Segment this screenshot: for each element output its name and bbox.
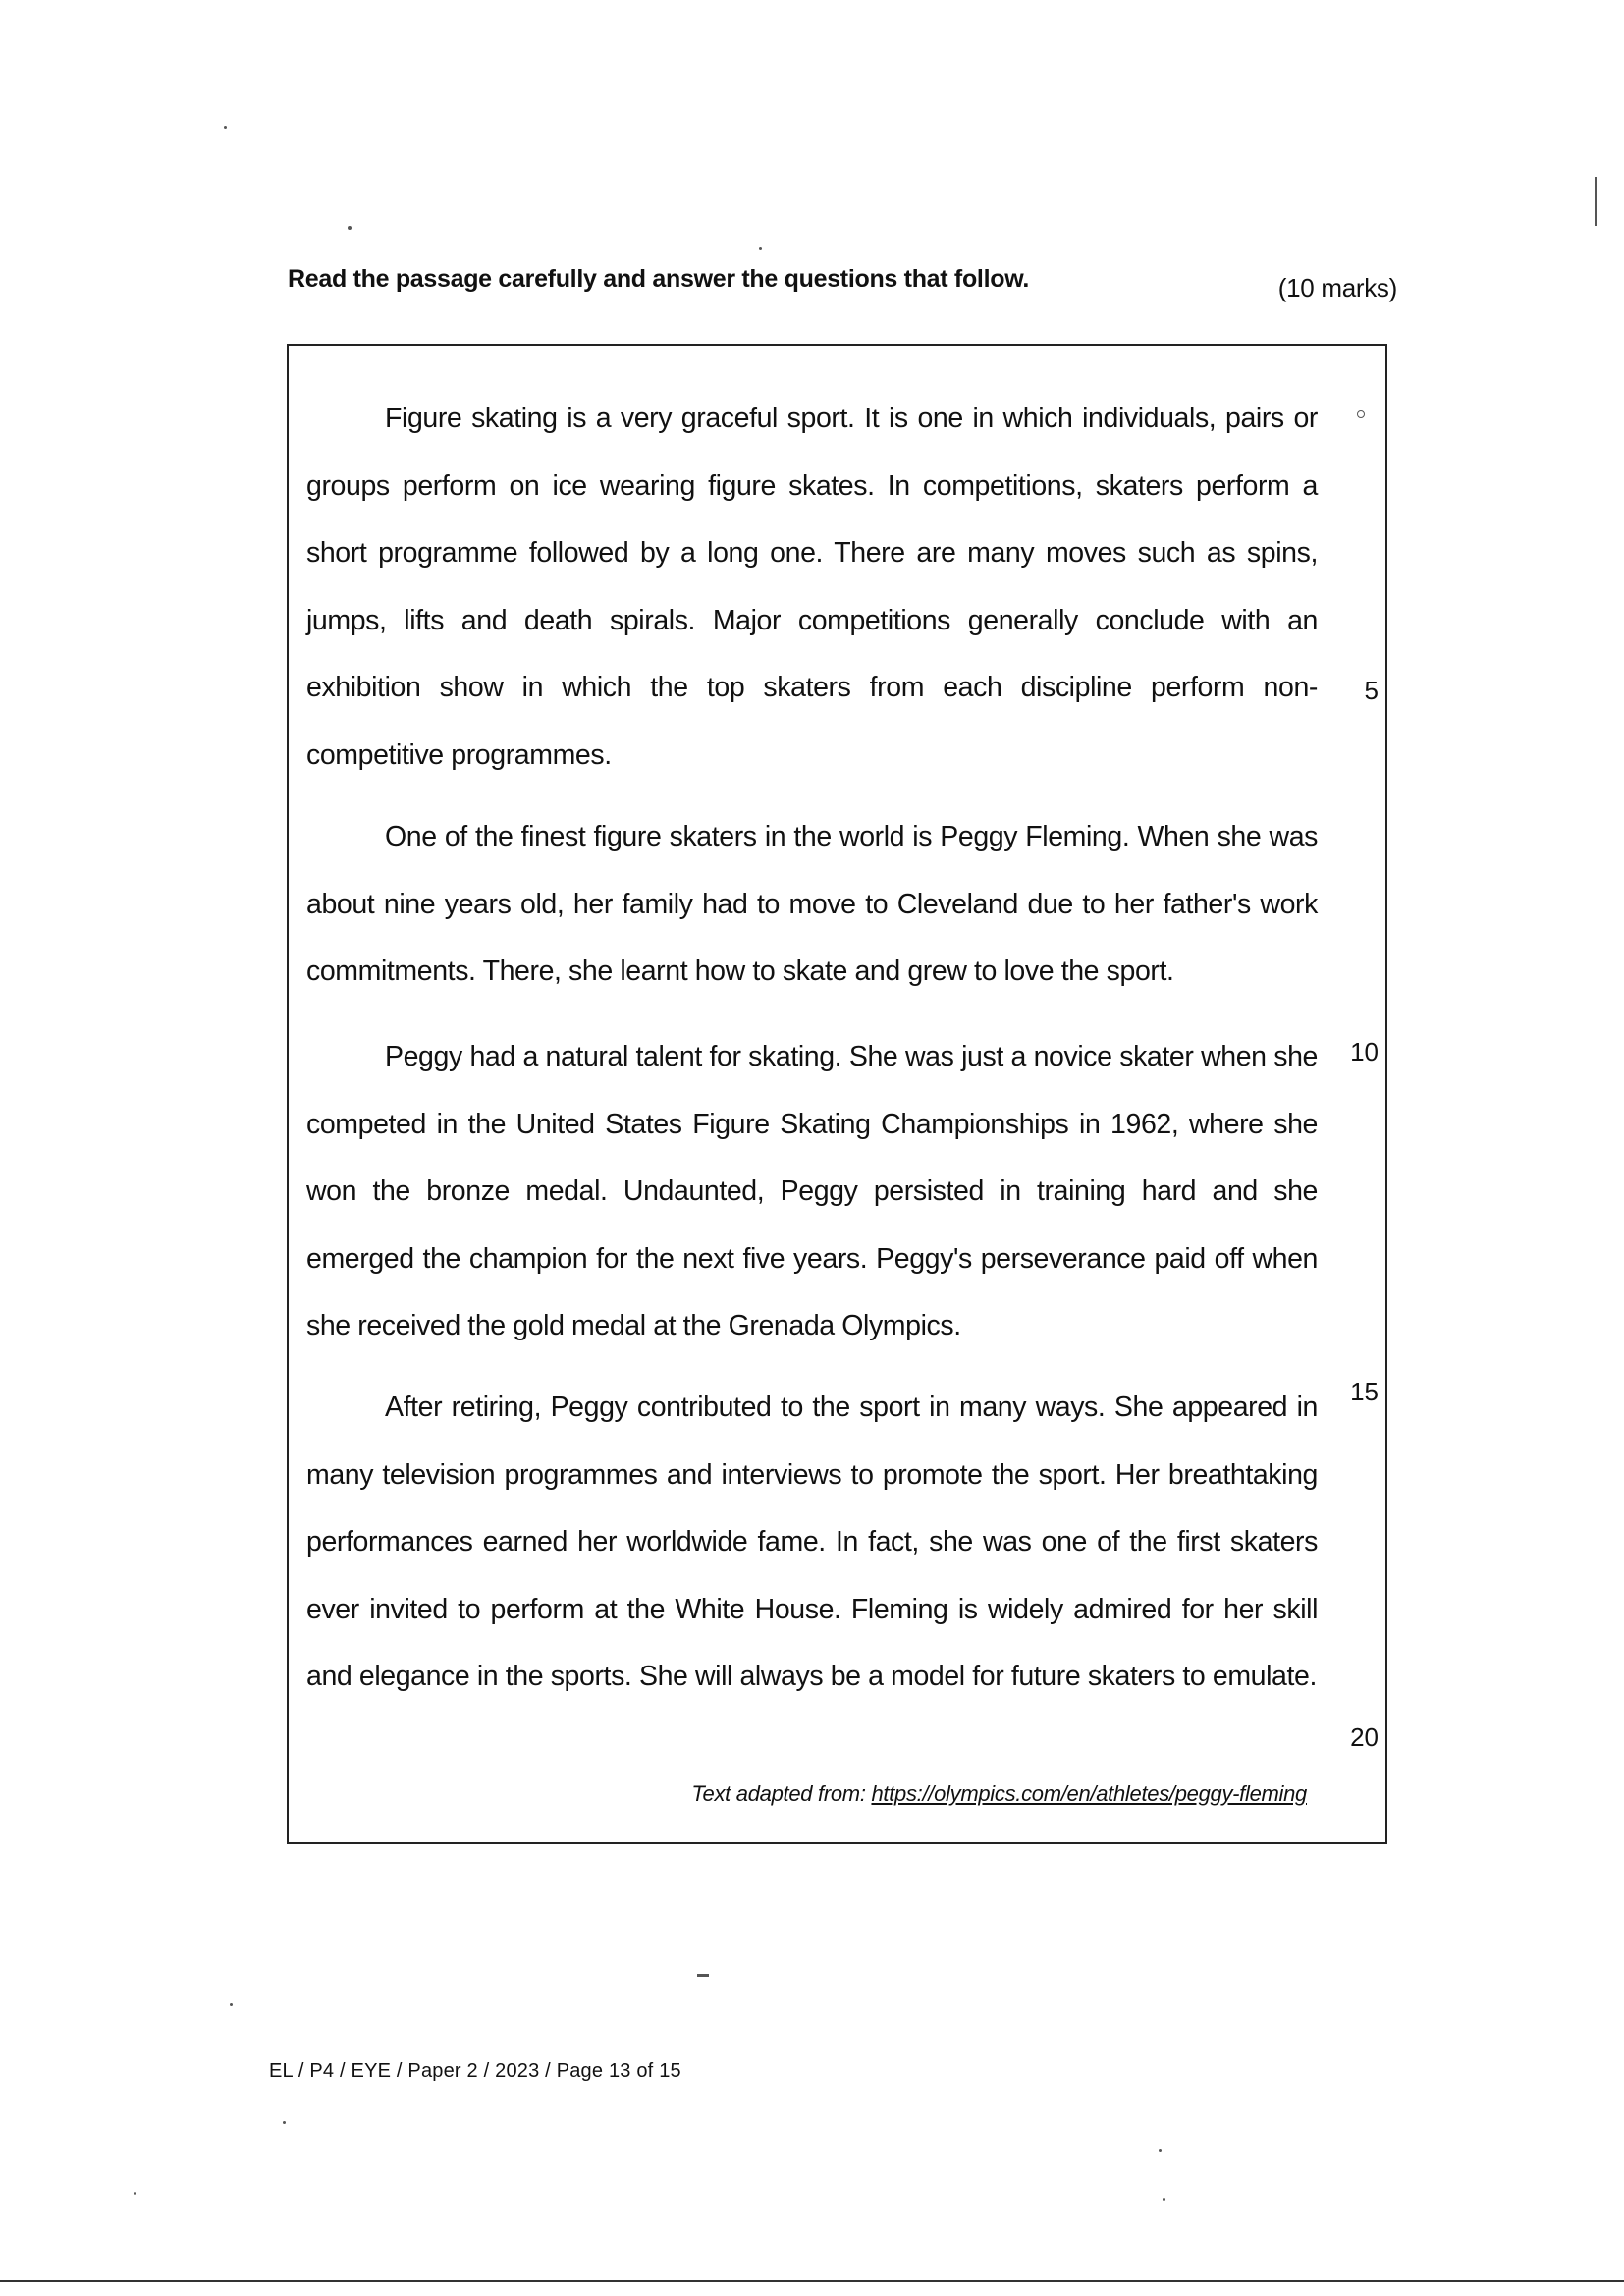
scan-mark bbox=[1595, 177, 1597, 226]
source-url[interactable]: https://olympics.com/en/athletes/peggy-fleming bbox=[871, 1781, 1307, 1806]
line-number-5: 5 bbox=[1364, 676, 1379, 705]
passage-box bbox=[287, 344, 1387, 1844]
scan-speck bbox=[759, 247, 762, 250]
paragraph-1-text: Figure skating is a very graceful sport. It is one in which individuals, pairs or groups perform on ice wearing figure skates. In competitions, skaters perform a short programme followed by a long one. There are many moves such as spins, jumps, lifts and death spirals. Major competitions generally conclude with an exhibition show in which the top skaters from each discipline perform non-competitive programmes. bbox=[306, 403, 1318, 771]
scan-speck bbox=[283, 2121, 286, 2124]
instruction-text: Read the passage carefully and answer the questions that follow. bbox=[288, 265, 1030, 293]
passage-paragraph-2 bbox=[306, 803, 1318, 1006]
marks-allocation: (10 marks) bbox=[1277, 273, 1397, 302]
scan-speck bbox=[1357, 410, 1365, 418]
scan-speck bbox=[348, 226, 352, 230]
passage-paragraph-4 bbox=[306, 1374, 1318, 1711]
passage-paragraph-1 bbox=[306, 385, 1318, 789]
scan-mark bbox=[697, 1974, 709, 1977]
paragraph-3-text: Peggy had a natural talent for skating. She was just a novice skater when she competed in the United States Figure Skating Championships in 1962, where she won the bronze medal. Undaunted, Peggy persisted in training hard and she emerged the champion for the next five years. Peggy's perseverance paid off when she received the gold medal at the Grenada Olympics. bbox=[306, 1041, 1318, 1341]
scan-speck bbox=[1159, 2149, 1162, 2152]
instruction-line bbox=[288, 265, 1397, 302]
line-number-20: 20 bbox=[1350, 1722, 1379, 1752]
source-prefix: Text adapted from: bbox=[691, 1781, 872, 1806]
line-number-10: 10 bbox=[1350, 1037, 1379, 1066]
line-number-15: 15 bbox=[1350, 1377, 1379, 1406]
page-footer: EL / P4 / EYE / Paper 2 / 2023 / Page 13 of 15 bbox=[269, 2060, 681, 2082]
passage-paragraph-3 bbox=[306, 1023, 1318, 1360]
source-citation bbox=[691, 1781, 1307, 1807]
scan-bottom-edge bbox=[0, 2280, 1624, 2282]
scan-speck bbox=[224, 126, 227, 129]
scan-speck bbox=[134, 2192, 136, 2195]
paragraph-2-text: One of the finest figure skaters in the world is Peggy Fleming. When she was about nine years old, her family had to move to Cleveland due to her father's work commitments. There, she learnt how to skate and grew to love the sport. bbox=[306, 821, 1318, 987]
paragraph-4-text: After retiring, Peggy contributed to the sport in many ways. She appeared in many television programmes and interviews to promote the sport. Her breathtaking performances earned her worldwide fame. In fact, she was one of the first skaters ever invited to perform at the White House. Fleming is widely admired for her skill and elegance in the sports. She will always be a model for future skaters to emulate. bbox=[306, 1392, 1318, 1692]
scan-speck bbox=[1163, 2198, 1165, 2201]
scan-speck bbox=[230, 2003, 233, 2006]
